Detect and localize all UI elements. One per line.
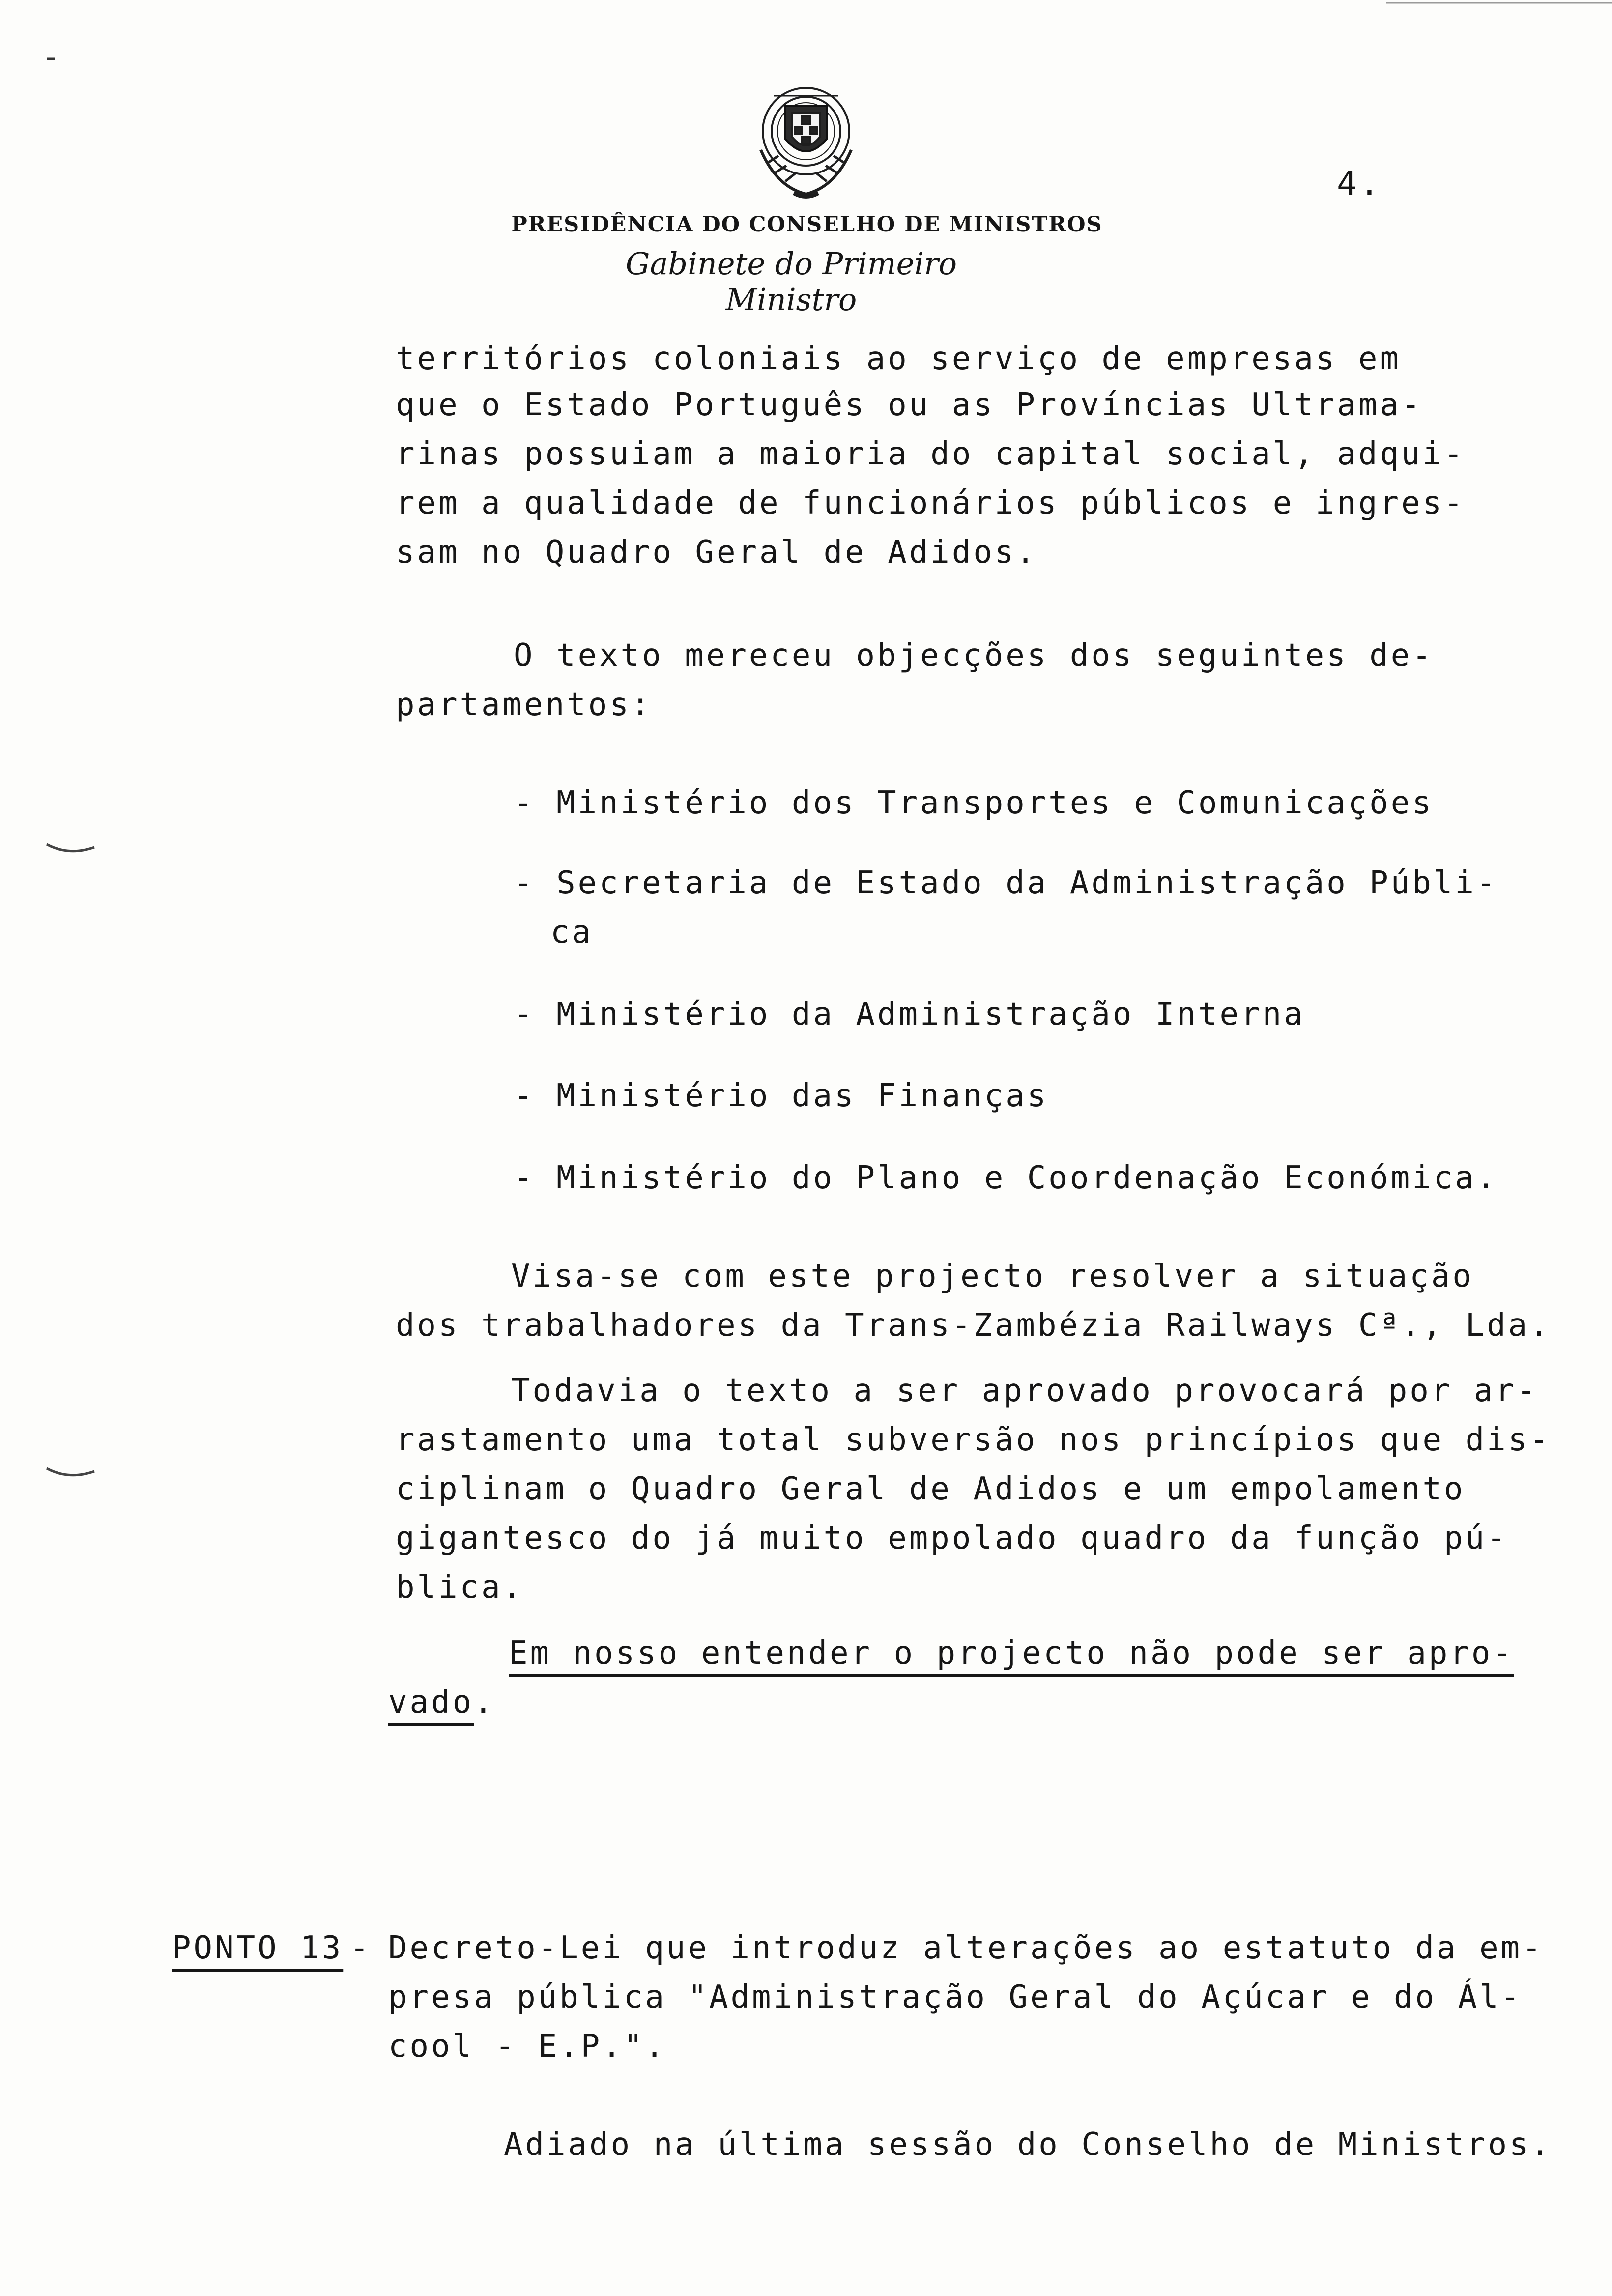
ponto-dash: -	[350, 1930, 372, 1966]
ponto-status: Adiado na última sessão do Conselho de Ministros.	[504, 2126, 1553, 2163]
body-line: Visa-se com este projecto resolver a situação	[511, 1258, 1474, 1294]
cabinet-signature-line: Gabinete do Primeiro Ministro	[625, 246, 957, 317]
body-line: rem a qualidade de funcionários públicos e ingres-	[396, 485, 1466, 521]
conclusion-tail: .	[474, 1684, 495, 1721]
body-line: dos trabalhadores da Trans-Zambézia Railways Cª., Lda.	[396, 1307, 1551, 1344]
body-line: partamentos:	[396, 687, 653, 723]
department-item: - Secretaria de Estado da Administração Públi-	[514, 865, 1498, 901]
body-line: O texto mereceu objecções dos seguintes de-	[514, 637, 1434, 674]
conclusion-line	[388, 1684, 495, 1721]
department-item: - Ministério do Plano e Coordenação Económica.	[514, 1160, 1498, 1196]
office-header: PRESIDÊNCIA DO CONSELHO DE MINISTROS	[511, 212, 1103, 237]
body-line: que o Estado Português ou as Províncias Ultrama-	[396, 387, 1423, 423]
department-item: - Ministério dos Transportes e Comunicações	[514, 785, 1434, 821]
body-line: sam no Quadro Geral de Adidos.	[396, 534, 1037, 571]
department-item: - Ministério das Finanças	[514, 1078, 1049, 1114]
department-item: - Ministério da Administração Interna	[514, 996, 1305, 1033]
ponto-text-line: Decreto-Lei que introduz alterações ao estatuto da em-	[388, 1930, 1544, 1966]
body-line: blica.	[396, 1569, 524, 1606]
department-item: ca	[550, 914, 594, 950]
ponto-text-line: cool - E.P.".	[388, 2028, 666, 2065]
body-line: rinas possuiam a maioria do capital social, adqui-	[396, 436, 1466, 472]
page-number: 4.	[1337, 165, 1382, 203]
body-line: gigantesco do já muito empolado quadro da função pú-	[396, 1520, 1508, 1556]
ponto-text-line: presa pública "Administração Geral do Açúcar e do Ál-	[388, 1979, 1523, 2015]
conclusion-line: Em nosso entender o projecto não pode ser apro-	[509, 1635, 1514, 1671]
body-line: rastamento uma total subversão nos princípios que dis-	[396, 1422, 1551, 1458]
conclusion-underlined: vado	[388, 1684, 474, 1721]
body-line: territórios coloniais ao serviço de empresas em	[396, 341, 1401, 377]
ponto-label: PONTO 13	[172, 1930, 344, 1966]
body-line: Todavia o texto a ser aprovado provocará por ar-	[511, 1373, 1538, 1409]
body-line: ciplinam o Quadro Geral de Adidos e um empolamento	[396, 1471, 1466, 1507]
coat-of-arms-icon	[747, 76, 865, 204]
